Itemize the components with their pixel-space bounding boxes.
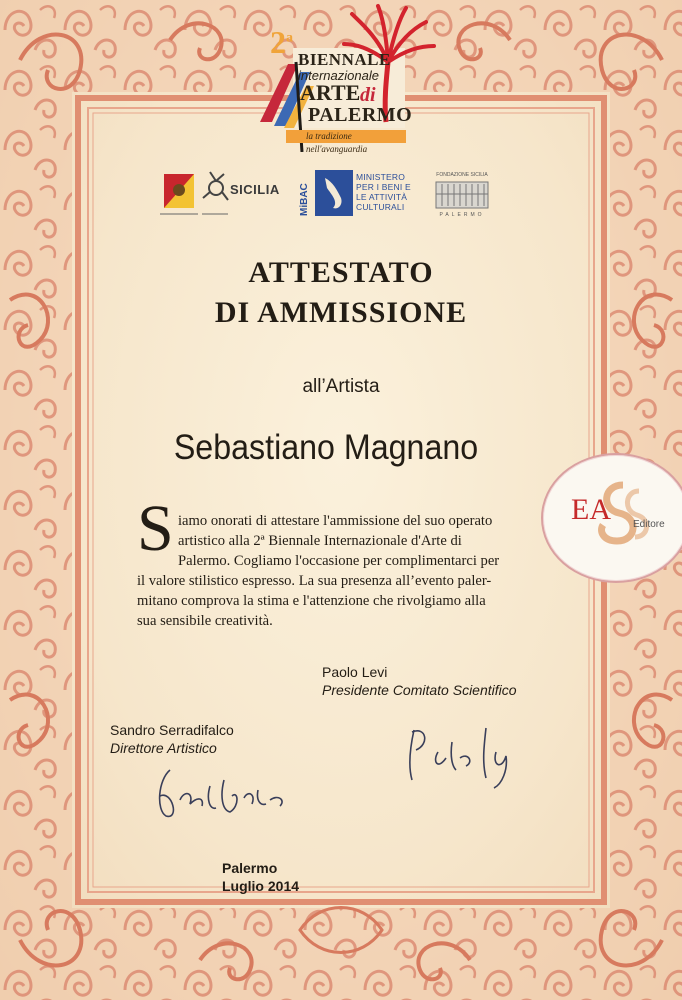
logo-biennale-text: BIENNALE	[298, 50, 391, 69]
body-line-1: iamo onorati di attestare l'ammissione del suo operato	[178, 513, 493, 529]
ministero-name: MINISTERO PER I BENI E LE ATTIVITÀ CULTURALI	[356, 172, 411, 212]
logo-internazionale-text: internazionale	[298, 68, 379, 83]
certificate-title-line1: ATTESTATO	[248, 256, 434, 289]
drop-cap: S	[137, 492, 174, 565]
president-signature	[396, 722, 536, 792]
sponsor-logos	[160, 168, 540, 220]
place: Palermo	[222, 860, 278, 876]
director-role: Direttore Artistico	[110, 740, 217, 756]
logo-tagline: la tradizione nell'avanguardia	[286, 130, 406, 143]
director-signature	[140, 760, 300, 840]
trinacria-icon	[202, 168, 230, 220]
artist-label: all’Artista	[302, 376, 380, 397]
body-line-4: il valore stilistico espresso. La sua presenza all’evento paler-	[137, 573, 492, 589]
mibac-abbreviation: MiBAC	[299, 183, 310, 216]
edition-number: 2$^a$	[270, 24, 293, 60]
regione-sicilia-crest-icon	[160, 168, 200, 220]
body-line-2: artistico alla 2ª Biennale Internazionale d'Arte di	[178, 533, 462, 549]
certificate-title-line2: DI AMMISSIONE	[214, 296, 468, 329]
date: Luglio 2014	[222, 878, 300, 894]
mibac-map-icon	[315, 168, 355, 220]
president-name: Paolo Levi	[322, 664, 388, 680]
logo-arte-text: ARTE	[300, 80, 361, 105]
logo-di-text: di	[360, 84, 376, 106]
publisher-stamp-mark: EA	[571, 493, 611, 526]
president-role: Presidente Comitato Scientifico	[322, 682, 517, 698]
body-line-3: Palermo. Cogliamo l'occasione per complimentarci per	[178, 553, 500, 569]
fondazione-city: PALERMO	[439, 212, 485, 218]
body-line-5: mitano comprova la stima e l'attenzione che rivolgiamo alla	[137, 593, 486, 609]
director-name: Sandro Serradifalco	[110, 722, 234, 738]
logo-palermo-text: PALERMO	[308, 104, 413, 126]
publisher-stamp-label: Editore	[633, 519, 665, 530]
biennale-logo	[248, 2, 438, 152]
fondazione-name: FONDAZIONE SICILIA	[436, 172, 488, 178]
sicilia-logo-text: SICILIA	[230, 182, 280, 197]
publisher-stamp	[541, 453, 682, 583]
body-line-6: sua sensibile creatività.	[137, 613, 273, 629]
artist-name: Sebastiano Magnano	[173, 428, 479, 467]
